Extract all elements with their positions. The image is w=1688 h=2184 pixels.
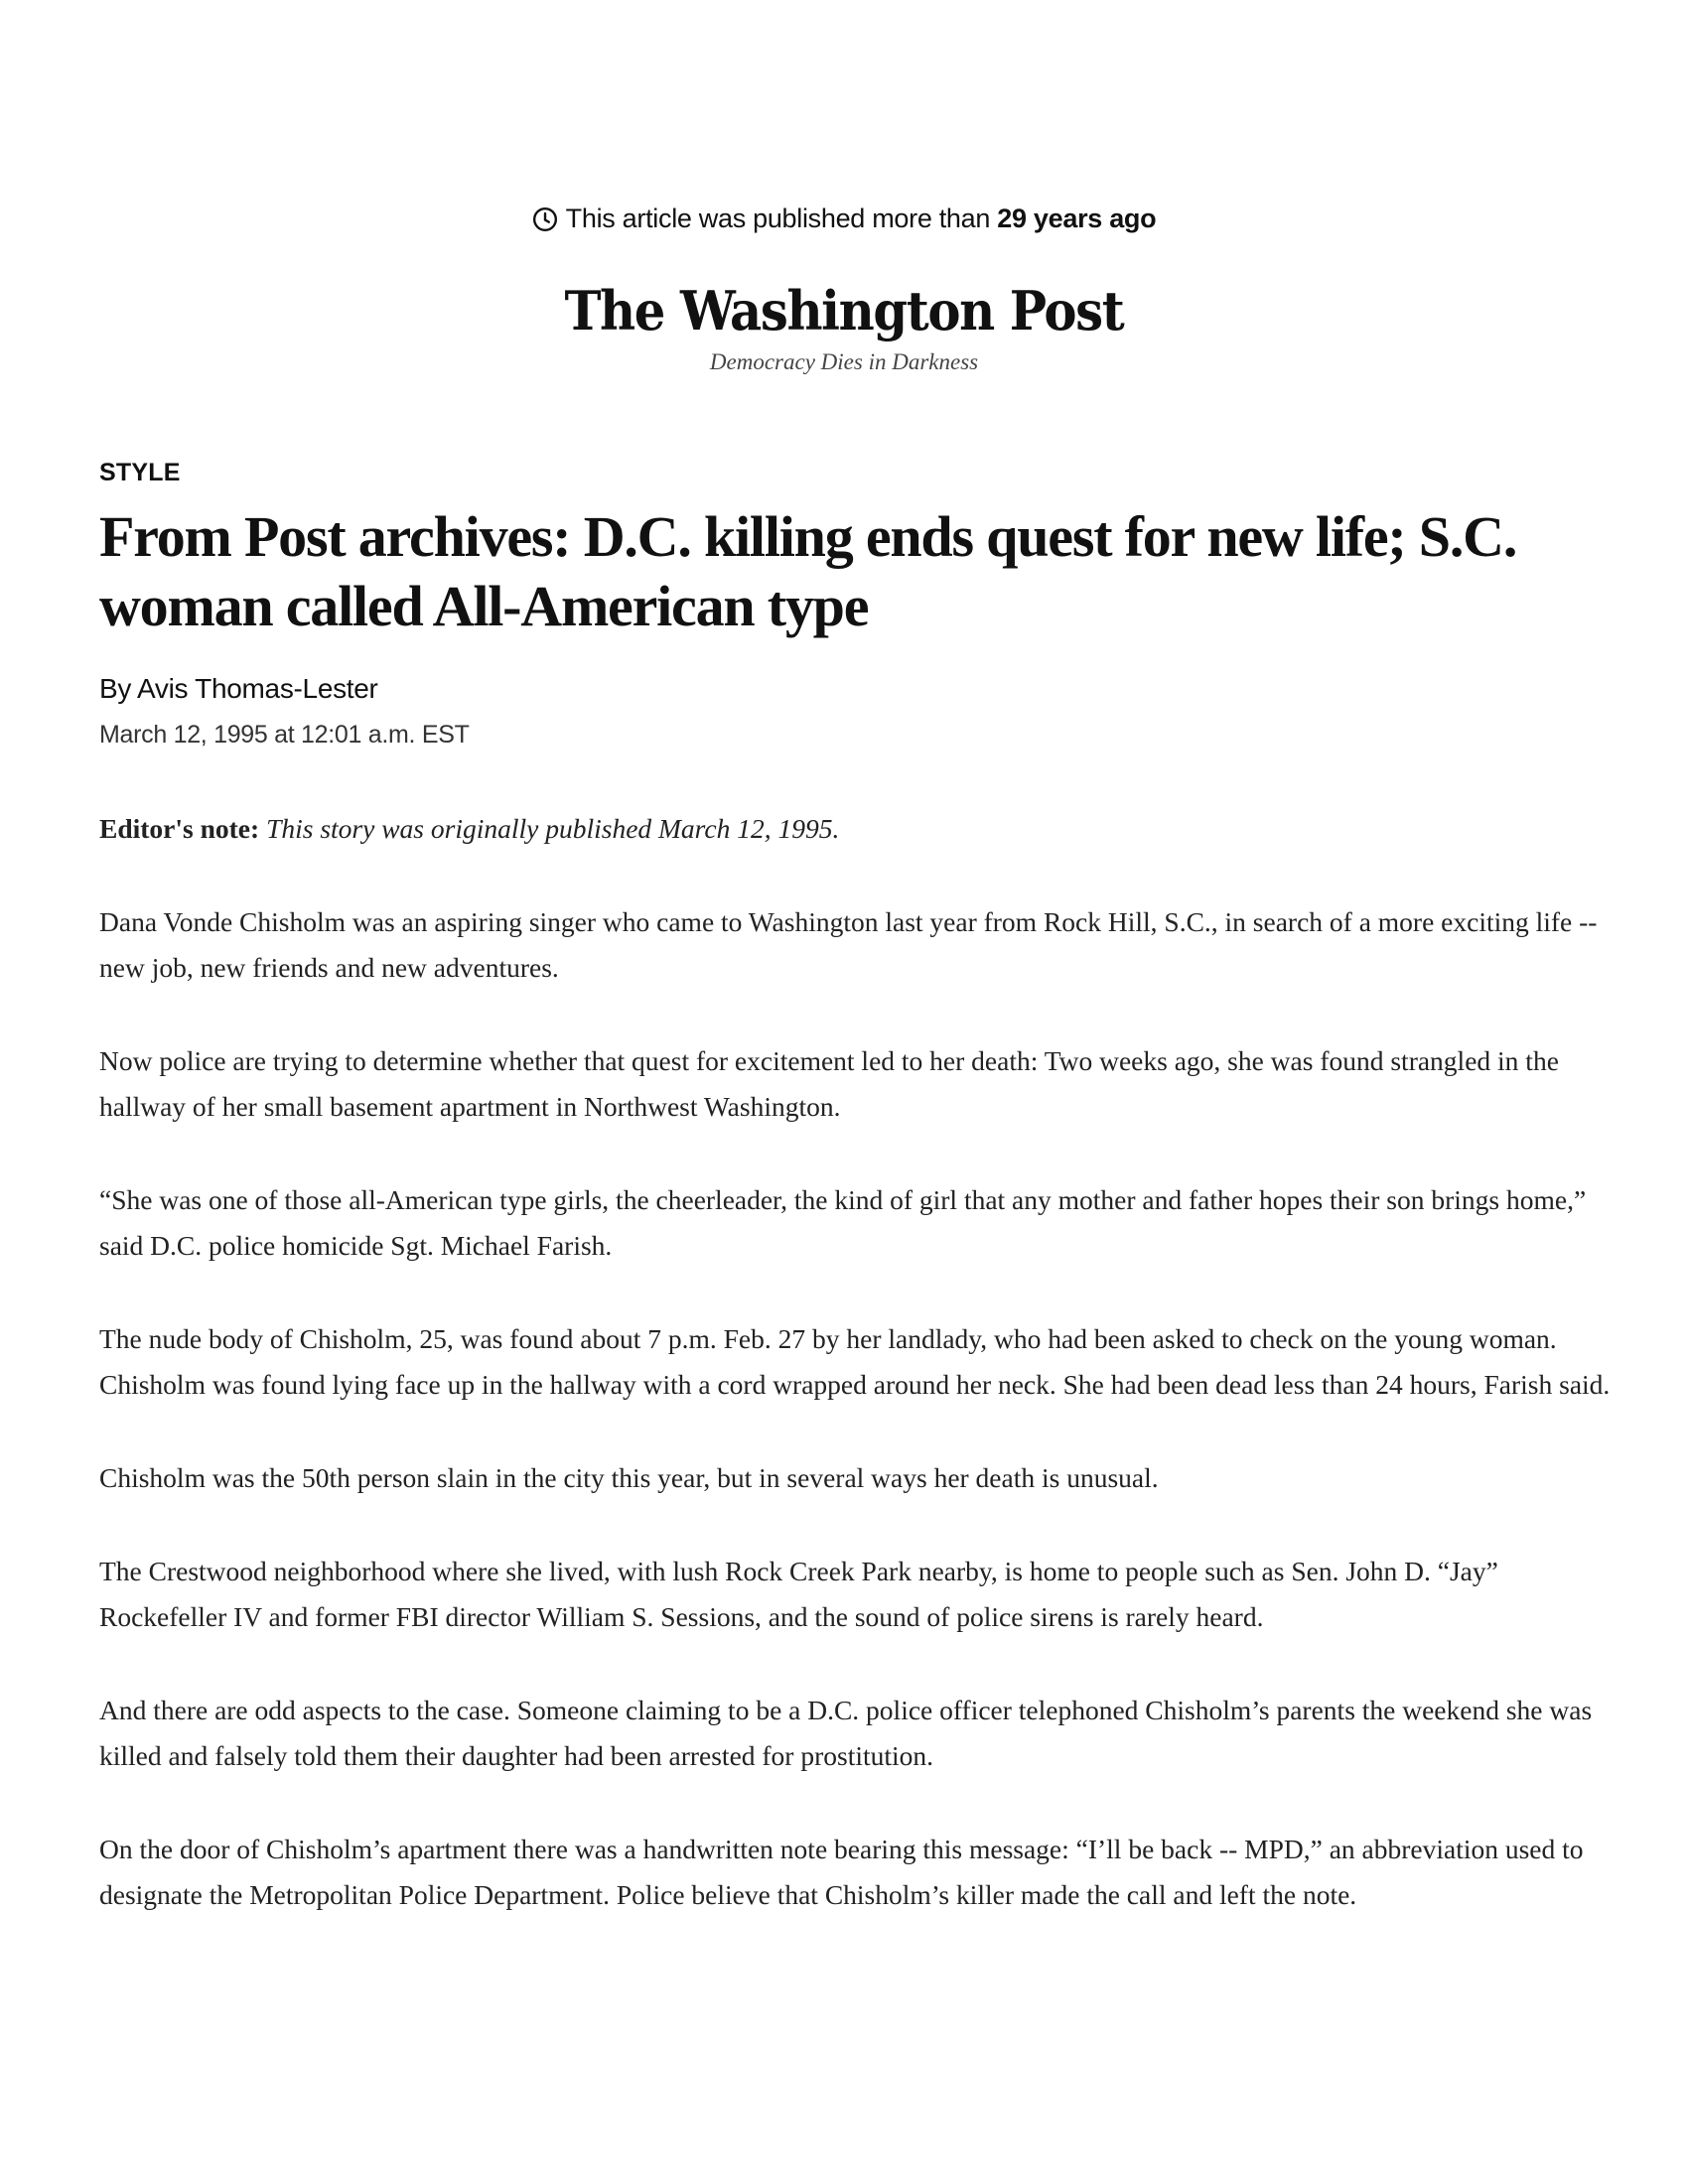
body-paragraph: Dana Vonde Chisholm was an aspiring singer who came to Washington last year from Rock Hill, S.C., in search of a more exciting life -- new job, new friends and new adventures. bbox=[99, 906, 1598, 983]
body-paragraph: Chisholm was the 50th person slain in the city this year, but in several ways her death is unusual. bbox=[99, 1462, 1159, 1493]
section-label[interactable]: STYLE bbox=[99, 459, 181, 486]
clock-icon bbox=[532, 206, 558, 232]
body-paragraph: Now police are trying to determine whether that quest for excitement led to her death: Two weeks ago, she was found strangled in the hallway of her small basement apartment in Northwest Washington. bbox=[99, 1045, 1559, 1122]
banner-age: 29 years ago bbox=[997, 204, 1157, 233]
body-paragraph: The nude body of Chisholm, 25, was found about 7 p.m. Feb. 27 by her landlady, who had been asked to check on the young woman. Chisholm was found lying face up in the hallway with a cord wrapped around her neck. She had been dead less than 24 hours, Farish said. bbox=[99, 1323, 1611, 1400]
article-body bbox=[99, 806, 1618, 1966]
body-paragraph: The Crestwood neighborhood where she lived, with lush Rock Creek Park nearby, is home to people such as Sen. John D. “Jay” Rockefeller IV and former FBI director William S. Sessions, and the sound of police sirens is rarely heard. bbox=[99, 1556, 1498, 1632]
article-date: March 12, 1995 at 12:01 a.m. EST bbox=[99, 721, 470, 749]
article-headline: From Post archives: D.C. killing ends quest for new life; S.C. woman called All-American type bbox=[99, 504, 1517, 638]
body-paragraph: And there are odd aspects to the case. Someone claiming to be a D.C. police officer telephoned Chisholm’s parents the weekend she was killed and falsely told them their daughter had been arrested for prostitution. bbox=[99, 1695, 1593, 1771]
editor-note-text: This story was originally published March 12, 1995. bbox=[266, 813, 840, 844]
body-paragraph: On the door of Chisholm’s apartment there was a handwritten note bearing this message: “I’ll be back -- MPD,” an abbreviation used to designate the Metropolitan Police Department. Police believe that Chisholm’s killer made the call and left the note. bbox=[99, 1834, 1584, 1910]
banner-prefix: This article was published more than bbox=[565, 204, 998, 233]
published-age-banner bbox=[0, 204, 1688, 234]
washington-post-logo[interactable]: The Washington Post bbox=[564, 279, 1124, 342]
editor-note-label: Editor's note: bbox=[99, 813, 260, 844]
masthead-tagline: Democracy Dies in Darkness bbox=[709, 349, 979, 374]
masthead bbox=[0, 278, 1688, 375]
editor-note bbox=[99, 806, 1618, 852]
body-paragraph: “She was one of those all-American type girls, the cheerleader, the kind of girl that any mother and father hopes their son brings home,” said D.C. police homicide Sgt. Michael Farish. bbox=[99, 1184, 1587, 1261]
article-byline[interactable]: By Avis Thomas-Lester bbox=[99, 673, 378, 704]
